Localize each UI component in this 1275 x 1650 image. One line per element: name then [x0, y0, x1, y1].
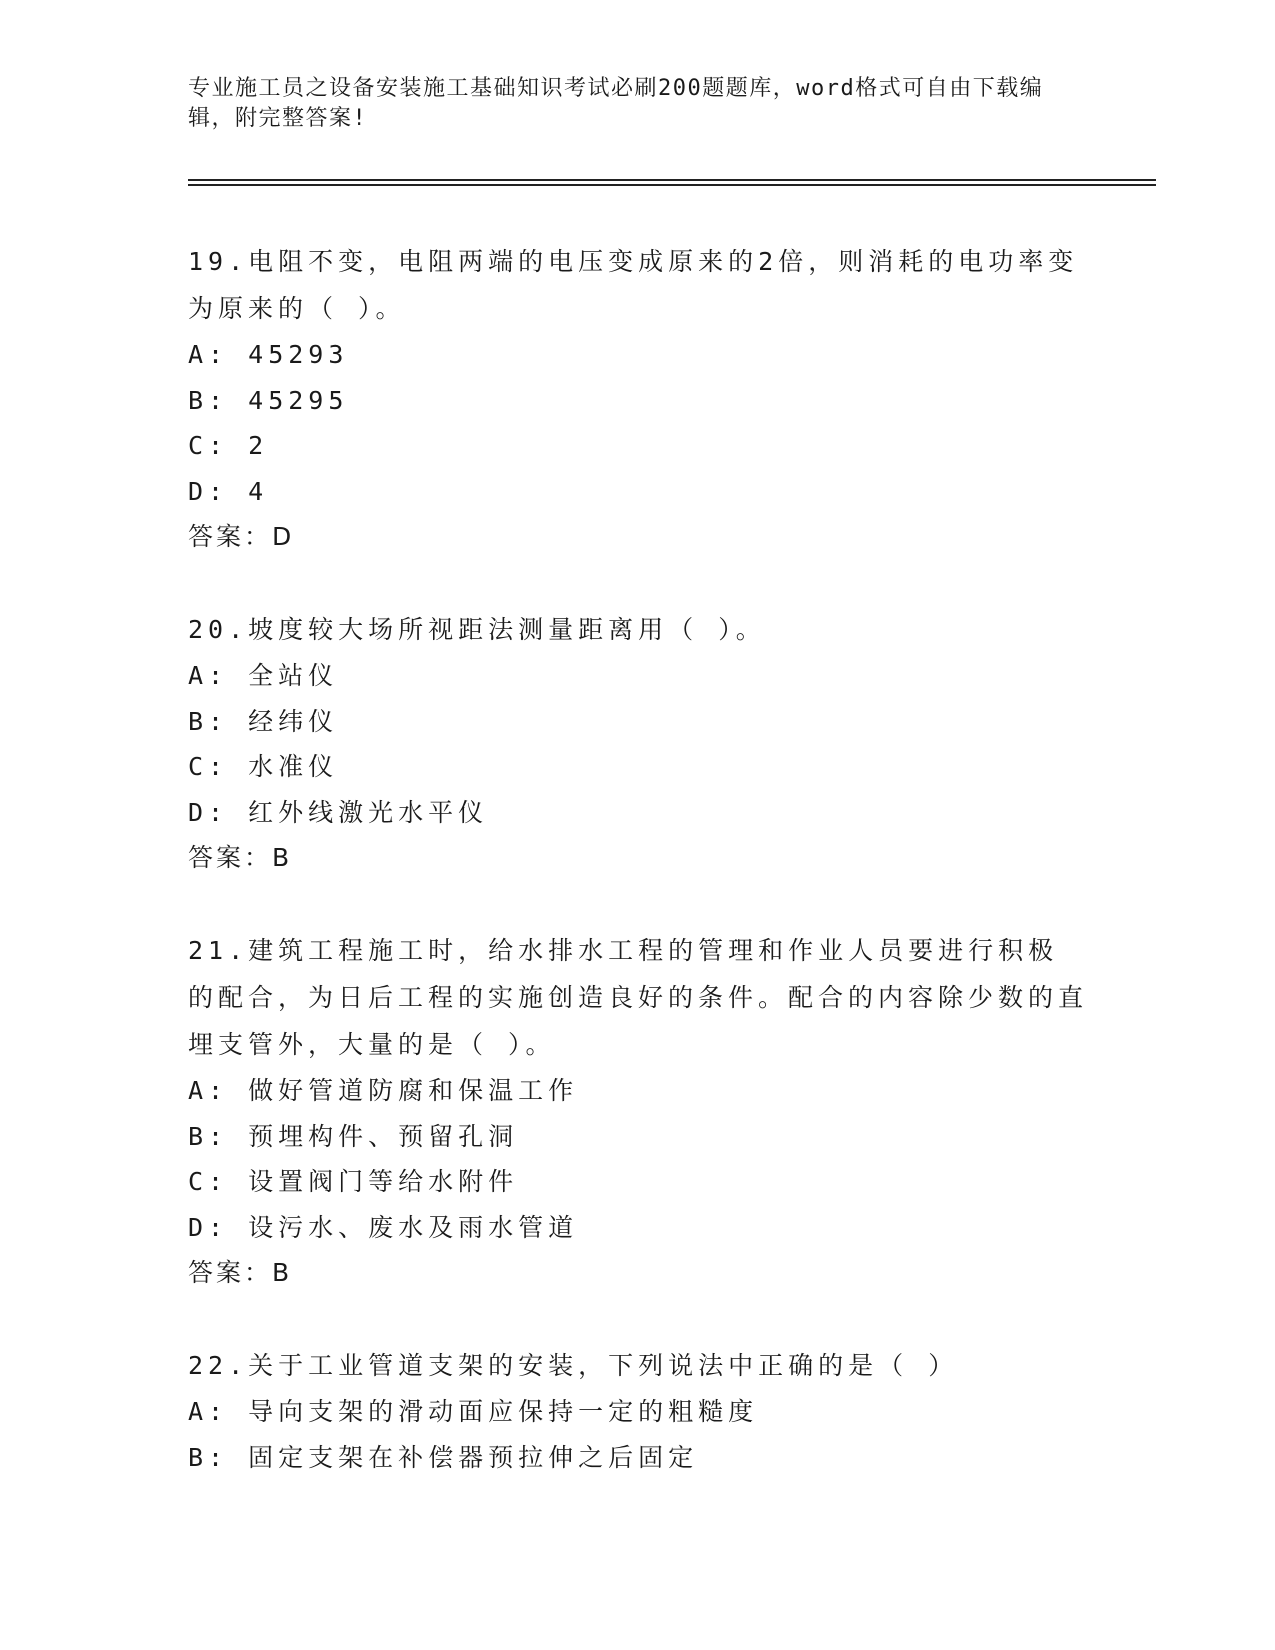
option-c: C: 设置阀门等给水附件	[188, 1167, 519, 1196]
question-text: 19.电阻不变，电阻两端的电压变成原来的2倍，则消耗的电功率变为原来的（ ）。	[188, 247, 1079, 323]
question-22	[188, 1342, 1088, 1480]
document-header	[188, 74, 1088, 134]
option-c: C: 2	[188, 431, 269, 460]
header-divider-bottom	[188, 184, 1156, 186]
question-text: 21.建筑工程施工时，给水排水工程的管理和作业人员要进行积极的配合，为日后工程的实施创造良好的条件。配合的内容除少数的直埋支管外，大量的是（ ）。	[188, 936, 1089, 1059]
option-d: D: 红外线激光水平仪	[188, 797, 489, 827]
question-text: 20.坡度较大场所视距法测量距离用（ ）。	[188, 615, 766, 644]
option-c: C: 水准仪	[188, 752, 339, 781]
option-d: D: 设污水、废水及雨水管道	[188, 1212, 579, 1242]
question-list	[188, 238, 1088, 1526]
question-text: 22.关于工业管道支架的安装，下列说法中正确的是（ ）	[188, 1351, 959, 1380]
answer-text: 答案：B	[188, 1258, 293, 1287]
answer-text: 答案：D	[188, 522, 295, 551]
option-b: B: 固定支架在补偿器预拉伸之后固定	[188, 1442, 699, 1472]
answer-text: 答案：B	[188, 843, 293, 872]
option-a: A: 导向支架的滑动面应保持一定的粗糙度	[188, 1397, 759, 1426]
question-20	[188, 606, 1088, 881]
option-a: A: 做好管道防腐和保温工作	[188, 1076, 579, 1105]
option-b: B: 45295	[188, 385, 349, 415]
question-19	[188, 238, 1088, 560]
option-a: A: 45293	[188, 340, 349, 369]
header-title: 专业施工员之设备安装施工基础知识考试必刷200题题库，word格式可自由下载编辑，附完整答案!	[188, 76, 1044, 131]
option-b: B: 经纬仪	[188, 706, 339, 736]
header-divider-top	[188, 179, 1156, 181]
question-21	[188, 927, 1088, 1296]
option-a: A: 全站仪	[188, 661, 339, 690]
option-b: B: 预埋构件、预留孔洞	[188, 1121, 519, 1151]
option-d: D: 4	[188, 476, 269, 506]
